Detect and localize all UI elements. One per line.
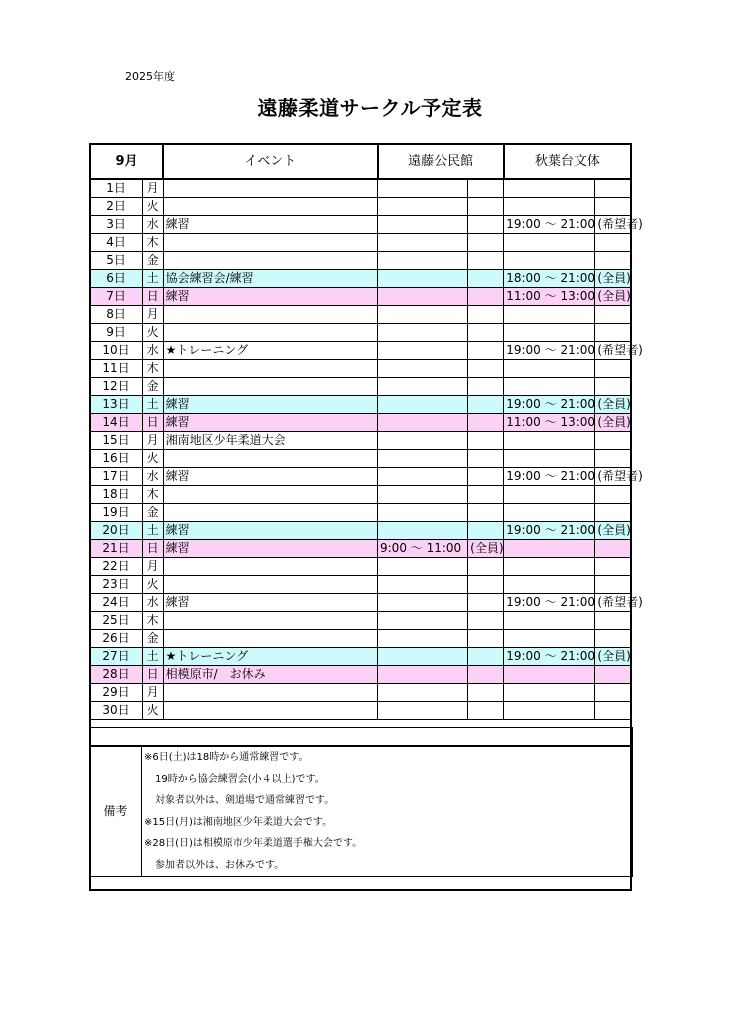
table-row — [90, 450, 631, 468]
venue1-time-cell — [378, 288, 468, 306]
table-row — [90, 198, 631, 216]
weekday-cell: 月 — [142, 306, 163, 324]
event-cell — [163, 378, 377, 396]
venue1-time-cell — [378, 486, 468, 504]
weekday-cell: 月 — [142, 684, 163, 702]
venue1-note-cell — [468, 288, 504, 306]
venue1-note-cell — [468, 270, 504, 288]
venue1-time-cell — [378, 179, 468, 198]
venue1-note-cell — [468, 486, 504, 504]
table-row — [90, 270, 631, 288]
event-cell — [163, 324, 377, 342]
event-cell: 練習 — [163, 414, 377, 432]
venue1-note-cell — [468, 378, 504, 396]
venue1-time-cell — [378, 252, 468, 270]
venue1-time-cell — [378, 270, 468, 288]
table-row — [90, 216, 631, 234]
event-cell — [163, 684, 377, 702]
venue2-time-cell: 19:00 ～ 21:00 — [504, 522, 595, 540]
venue1-note-cell — [468, 666, 504, 684]
venue1-time-cell — [378, 594, 468, 612]
day-cell: 20日 — [90, 522, 142, 540]
event-cell — [163, 504, 377, 522]
weekday-cell: 金 — [142, 252, 163, 270]
day-cell: 12日 — [90, 378, 142, 396]
remark-line: ※15日(月)は湘南地区少年柔道大会です。 — [144, 816, 333, 828]
venue2-time-cell — [504, 504, 595, 522]
event-cell: 練習 — [163, 522, 377, 540]
venue2-time-cell — [504, 432, 595, 450]
day-cell: 4日 — [90, 234, 142, 252]
spacer-row — [90, 728, 633, 747]
remark-line: 19時から協会練習会(小４以上)です。 — [155, 773, 325, 785]
weekday-cell: 火 — [142, 198, 163, 216]
weekday-cell: 火 — [142, 576, 163, 594]
venue2-time-cell: 19:00 ～ 21:00 — [504, 468, 595, 486]
venue1-time-cell — [378, 234, 468, 252]
event-cell — [163, 702, 377, 720]
venue2-note-cell: (希望者) — [595, 594, 631, 612]
venue2-note-cell: (全員) — [595, 414, 631, 432]
venue1-note-cell — [468, 396, 504, 414]
weekday-cell: 土 — [142, 522, 163, 540]
event-cell — [163, 360, 377, 378]
venue2-time-cell — [504, 324, 595, 342]
table-row — [90, 702, 631, 720]
venue1-note-cell — [468, 252, 504, 270]
day-cell: 27日 — [90, 648, 142, 666]
venue2-time-cell: 18:00 ～ 21:00 — [504, 270, 595, 288]
venue2-note-cell — [595, 666, 631, 684]
venue2-note-cell — [595, 360, 631, 378]
venue2-note-cell — [595, 702, 631, 720]
day-cell: 29日 — [90, 684, 142, 702]
table-row — [90, 630, 631, 648]
day-cell: 28日 — [90, 666, 142, 684]
day-cell: 25日 — [90, 612, 142, 630]
weekday-cell: 金 — [142, 630, 163, 648]
day-cell: 21日 — [90, 540, 142, 558]
venue2-note-cell — [595, 486, 631, 504]
venue1-time-cell — [378, 414, 468, 432]
table-row — [90, 504, 631, 522]
remark-line: ※6日(土)は18時から通常練習です。 — [144, 752, 309, 763]
venue1-time-cell — [378, 396, 468, 414]
venue1-note-cell — [468, 432, 504, 450]
remarks-table — [89, 727, 633, 877]
venue2-note-cell — [595, 540, 631, 558]
venue2-time-cell — [504, 666, 595, 684]
table-row — [90, 612, 631, 630]
event-cell — [163, 198, 377, 216]
table-row — [90, 486, 631, 504]
event-column-header: イベント — [163, 144, 377, 179]
event-cell — [163, 450, 377, 468]
table-header-row — [90, 144, 631, 179]
venue1-column-header: 遠藤公民館 — [378, 144, 504, 179]
day-cell: 15日 — [90, 432, 142, 450]
venue1-time-cell — [378, 684, 468, 702]
venue1-time-cell: 9:00 ～ 11:00 — [378, 540, 468, 558]
weekday-cell: 水 — [142, 342, 163, 360]
remarks-body — [142, 746, 633, 877]
day-cell: 7日 — [90, 288, 142, 306]
venue2-time-cell — [504, 378, 595, 396]
venue1-time-cell — [378, 612, 468, 630]
venue2-note-cell: (全員) — [595, 270, 631, 288]
venue2-time-cell: 19:00 ～ 21:00 — [504, 594, 595, 612]
remarks-label: 備考 — [90, 746, 142, 877]
venue2-note-cell: (全員) — [595, 648, 631, 666]
venue1-note-cell — [468, 198, 504, 216]
venue2-time-cell — [504, 450, 595, 468]
venue2-note-cell: (希望者) — [595, 216, 631, 234]
weekday-cell: 水 — [142, 468, 163, 486]
venue1-note-cell — [468, 306, 504, 324]
venue2-time-cell — [504, 576, 595, 594]
day-cell: 22日 — [90, 558, 142, 576]
venue2-time-cell — [504, 684, 595, 702]
weekday-cell: 日 — [142, 540, 163, 558]
table-row — [90, 522, 631, 540]
event-cell — [163, 612, 377, 630]
venue1-time-cell — [378, 216, 468, 234]
venue1-note-cell — [468, 450, 504, 468]
weekday-cell: 火 — [142, 324, 163, 342]
table-row — [90, 558, 631, 576]
table-row — [90, 540, 631, 558]
venue2-time-cell — [504, 306, 595, 324]
venue2-note-cell — [595, 306, 631, 324]
weekday-cell: 木 — [142, 234, 163, 252]
table-row — [90, 594, 631, 612]
venue1-note-cell — [468, 684, 504, 702]
remark-line: 対象者以外は、剣道場で通常練習です。 — [155, 795, 335, 806]
venue1-note-cell — [468, 468, 504, 486]
day-cell: 1日 — [90, 179, 142, 198]
venue2-time-cell: 19:00 ～ 21:00 — [504, 396, 595, 414]
weekday-cell: 金 — [142, 504, 163, 522]
venue1-time-cell — [378, 306, 468, 324]
table-row — [90, 576, 631, 594]
day-cell: 26日 — [90, 630, 142, 648]
venue1-time-cell — [378, 360, 468, 378]
weekday-cell: 月 — [142, 432, 163, 450]
venue2-note-cell: (希望者) — [595, 468, 631, 486]
venue1-note-cell — [468, 234, 504, 252]
venue2-note-cell — [595, 179, 631, 198]
table-row — [90, 432, 631, 450]
fiscal-year-label: 2025年度 — [125, 70, 175, 83]
weekday-cell: 日 — [142, 288, 163, 306]
month-header: 9月 — [90, 144, 163, 179]
venue2-time-cell: 19:00 ～ 21:00 — [504, 342, 595, 360]
remark-line: 参加者以外は、お休みです。 — [155, 859, 285, 871]
event-cell — [163, 306, 377, 324]
venue2-time-cell — [504, 558, 595, 576]
table-row — [90, 360, 631, 378]
venue2-time-cell: 11:00 ～ 13:00 — [504, 288, 595, 306]
day-cell: 13日 — [90, 396, 142, 414]
venue1-time-cell — [378, 198, 468, 216]
day-cell: 2日 — [90, 198, 142, 216]
venue1-note-cell — [468, 576, 504, 594]
table-row — [90, 468, 631, 486]
venue2-note-cell: (希望者) — [595, 342, 631, 360]
day-cell: 19日 — [90, 504, 142, 522]
venue2-note-cell — [595, 432, 631, 450]
venue1-time-cell — [378, 504, 468, 522]
venue1-time-cell — [378, 468, 468, 486]
weekday-cell: 日 — [142, 666, 163, 684]
day-cell: 23日 — [90, 576, 142, 594]
table-row — [90, 378, 631, 396]
venue2-note-cell — [595, 684, 631, 702]
weekday-cell: 金 — [142, 378, 163, 396]
venue2-note-cell — [595, 198, 631, 216]
venue1-time-cell — [378, 342, 468, 360]
schedule-table — [89, 143, 643, 720]
weekday-cell: 水 — [142, 216, 163, 234]
venue1-note-cell — [468, 414, 504, 432]
event-cell: 練習 — [163, 216, 377, 234]
weekday-cell: 土 — [142, 396, 163, 414]
venue1-time-cell — [378, 666, 468, 684]
page-title: 遠藤柔道サークル予定表 — [257, 96, 483, 120]
venue2-note-cell — [595, 324, 631, 342]
day-cell: 5日 — [90, 252, 142, 270]
weekday-cell: 木 — [142, 612, 163, 630]
table-row — [90, 234, 631, 252]
table-row — [90, 252, 631, 270]
venue1-note-cell — [468, 522, 504, 540]
event-cell — [163, 630, 377, 648]
day-cell: 30日 — [90, 702, 142, 720]
day-cell: 9日 — [90, 324, 142, 342]
venue2-time-cell — [504, 234, 595, 252]
venue1-time-cell — [378, 558, 468, 576]
table-row — [90, 396, 631, 414]
venue2-note-cell: (全員) — [595, 288, 631, 306]
table-row — [90, 414, 631, 432]
venue1-note-cell — [468, 342, 504, 360]
venue2-time-cell: 19:00 ～ 21:00 — [504, 216, 595, 234]
venue2-note-cell — [595, 630, 631, 648]
venue1-note-cell — [468, 360, 504, 378]
weekday-cell: 月 — [142, 179, 163, 198]
day-cell: 17日 — [90, 468, 142, 486]
weekday-cell: 火 — [142, 450, 163, 468]
venue2-time-cell: 19:00 ～ 21:00 — [504, 648, 595, 666]
event-cell: 湘南地区少年柔道大会 — [163, 432, 377, 450]
venue1-time-cell — [378, 702, 468, 720]
event-cell — [163, 558, 377, 576]
venue1-time-cell — [378, 324, 468, 342]
weekday-cell: 水 — [142, 594, 163, 612]
event-cell: ★トレーニング — [163, 648, 377, 666]
venue2-note-cell: (全員) — [595, 396, 631, 414]
day-cell: 11日 — [90, 360, 142, 378]
day-cell: 16日 — [90, 450, 142, 468]
weekday-cell: 火 — [142, 702, 163, 720]
venue1-time-cell — [378, 378, 468, 396]
venue1-note-cell — [468, 558, 504, 576]
venue1-note-cell — [468, 504, 504, 522]
venue1-time-cell — [378, 522, 468, 540]
venue2-note-cell — [595, 576, 631, 594]
venue2-note-cell — [595, 450, 631, 468]
weekday-cell: 木 — [142, 486, 163, 504]
event-cell: 練習 — [163, 540, 377, 558]
day-cell: 6日 — [90, 270, 142, 288]
venue2-note-cell — [595, 558, 631, 576]
weekday-cell: 日 — [142, 414, 163, 432]
event-cell: 練習 — [163, 288, 377, 306]
venue2-note-cell: (全員) — [595, 522, 631, 540]
venue2-time-cell: 11:00 ～ 13:00 — [504, 414, 595, 432]
day-cell: 8日 — [90, 306, 142, 324]
venue2-note-cell — [595, 378, 631, 396]
table-row — [90, 324, 631, 342]
venue1-time-cell — [378, 432, 468, 450]
event-cell — [163, 179, 377, 198]
event-cell — [163, 486, 377, 504]
remarks-row — [90, 746, 633, 877]
venue1-note-cell — [468, 702, 504, 720]
weekday-cell: 土 — [142, 270, 163, 288]
day-cell: 24日 — [90, 594, 142, 612]
venue1-note-cell — [468, 612, 504, 630]
venue2-note-cell — [595, 612, 631, 630]
table-row — [90, 648, 631, 666]
event-cell — [163, 576, 377, 594]
venue2-time-cell — [504, 540, 595, 558]
day-cell: 3日 — [90, 216, 142, 234]
table-row — [90, 666, 631, 684]
venue1-note-cell — [468, 648, 504, 666]
venue2-time-cell — [504, 486, 595, 504]
event-cell: 相模原市/ お休み — [163, 666, 377, 684]
table-row — [90, 342, 631, 360]
venue2-time-cell — [504, 198, 595, 216]
remark-line: ※28日(日)は相模原市少年柔道選手権大会です。 — [144, 838, 363, 849]
venue2-time-cell — [504, 179, 595, 198]
event-cell: 練習 — [163, 396, 377, 414]
venue2-time-cell — [504, 630, 595, 648]
day-cell: 10日 — [90, 342, 142, 360]
table-row — [90, 288, 631, 306]
day-cell: 14日 — [90, 414, 142, 432]
event-cell — [163, 234, 377, 252]
venue1-note-cell: (全員) — [468, 540, 504, 558]
table-row — [90, 179, 631, 198]
venue1-note-cell — [468, 324, 504, 342]
venue2-time-cell — [504, 702, 595, 720]
venue2-note-cell — [595, 234, 631, 252]
table-row — [90, 684, 631, 702]
venue1-time-cell — [378, 450, 468, 468]
weekday-cell: 月 — [142, 558, 163, 576]
weekday-cell: 木 — [142, 360, 163, 378]
day-cell: 18日 — [90, 486, 142, 504]
venue2-time-cell — [504, 360, 595, 378]
venue2-column-header: 秋葉台文体 — [504, 144, 631, 179]
venue2-note-cell — [595, 504, 631, 522]
event-cell: 練習 — [163, 468, 377, 486]
event-cell — [163, 252, 377, 270]
venue2-time-cell — [504, 612, 595, 630]
weekday-cell: 土 — [142, 648, 163, 666]
venue1-note-cell — [468, 216, 504, 234]
table-row — [90, 306, 631, 324]
venue2-note-cell — [595, 252, 631, 270]
venue2-time-cell — [504, 252, 595, 270]
venue1-time-cell — [378, 576, 468, 594]
venue1-time-cell — [378, 648, 468, 666]
event-cell: 練習 — [163, 594, 377, 612]
venue1-note-cell — [468, 630, 504, 648]
venue1-time-cell — [378, 630, 468, 648]
event-cell: 協会練習会/練習 — [163, 270, 377, 288]
event-cell: ★トレーニング — [163, 342, 377, 360]
venue1-note-cell — [468, 179, 504, 198]
venue1-note-cell — [468, 594, 504, 612]
